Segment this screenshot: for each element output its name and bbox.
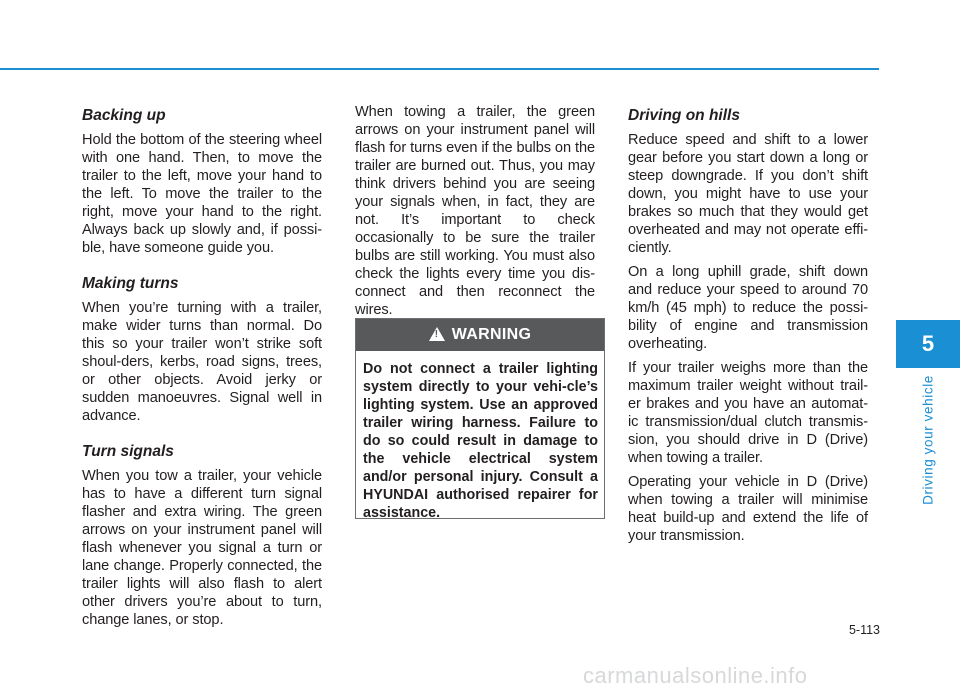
header-rule xyxy=(0,68,879,70)
watermark: carmanualsonline.info xyxy=(583,663,808,688)
chapter-tab[interactable]: 5 xyxy=(896,320,960,368)
warning-header xyxy=(356,319,604,351)
warning-text: Do not connect a trailer lighting system directly to your vehi-cle’s lighting system. Use an approved trailer wiring harness. Failure to do so could result in damage to the vehicle electrical system and/or personal injury. Consult a HYUNDAI authorised repairer for assistance. xyxy=(363,361,598,521)
paragraph-hills-3: If your trailer weighs more than the maximum trailer weight without trail-er brakes and you have an automat-ic transmission/dual clutch transmis-sion, you should drive in D (Drive) when towing a trailer. xyxy=(628,360,868,466)
column-left xyxy=(82,106,322,635)
warning-triangle-icon: ! xyxy=(429,327,445,341)
heading-driving-on-hills: Driving on hills xyxy=(628,107,740,124)
heading-turn-signals: Turn signals xyxy=(82,443,174,460)
paragraph-backing-up: Hold the bottom of the steering wheel with one hand. Then, to move the trailer to the left, move your hand to the left. To move the trailer to the right, move your hand to the right. Always back up slowly and, if possi-ble, have someone guide you. xyxy=(82,132,322,256)
column-right xyxy=(628,106,868,551)
heading-backing-up: Backing up xyxy=(82,107,166,124)
paragraph-making-turns: When you’re turning with a trailer, make wider turns than normal. Do this so your trailer won’t strike soft shoul-ders, kerbs, road signs, trees, or other objects. Avoid jerky or sudden manoeuvres. Signal well in advance. xyxy=(82,300,322,424)
page-number: 5-113 xyxy=(848,623,880,637)
paragraph-hills-4: Operating your vehicle in D (Drive) when towing a trailer will minimise heat build-up and extend the life of your transmission. xyxy=(628,474,868,544)
chapter-title: Driving your vehicle xyxy=(920,375,936,505)
warning-label: WARNING xyxy=(451,326,532,343)
paragraph-turn-signals: When you tow a trailer, your vehicle has to have a different turn signal flasher and extra wiring. The green arrows on your instrument panel will flash whenever you signal a turn or lane change. Properly connected, the trailer lights will also flash to alert other drivers you’re about to turn, change lanes, or stop. xyxy=(82,468,322,628)
heading-making-turns: Making turns xyxy=(82,275,179,292)
warning-box xyxy=(355,318,605,519)
paragraph-hills-2: On a long uphill grade, shift down and reduce your speed to around 70 km/h (45 mph) to reduce the possi-bility of engine and transmission overheating. xyxy=(628,264,868,352)
column-middle xyxy=(355,103,595,325)
paragraph-turn-signals-continued: When towing a trailer, the green arrows on your instrument panel will flash for turns even if the bulbs on the trailer are burned out. Thus, you may think drivers behind you are seeing your signals when, in fact, they are not. It’s important to check occasionally to be sure the trailer bulbs are still working. You must also check the lights every time you dis-connect and then reconnect the wires. xyxy=(355,104,595,318)
paragraph-hills-1: Reduce speed and shift to a lower gear before you start down a long or steep downgrade. If you don’t shift down, you might have to use your brakes so much that they would get overheated and may not operate effi-ciently. xyxy=(628,132,868,256)
